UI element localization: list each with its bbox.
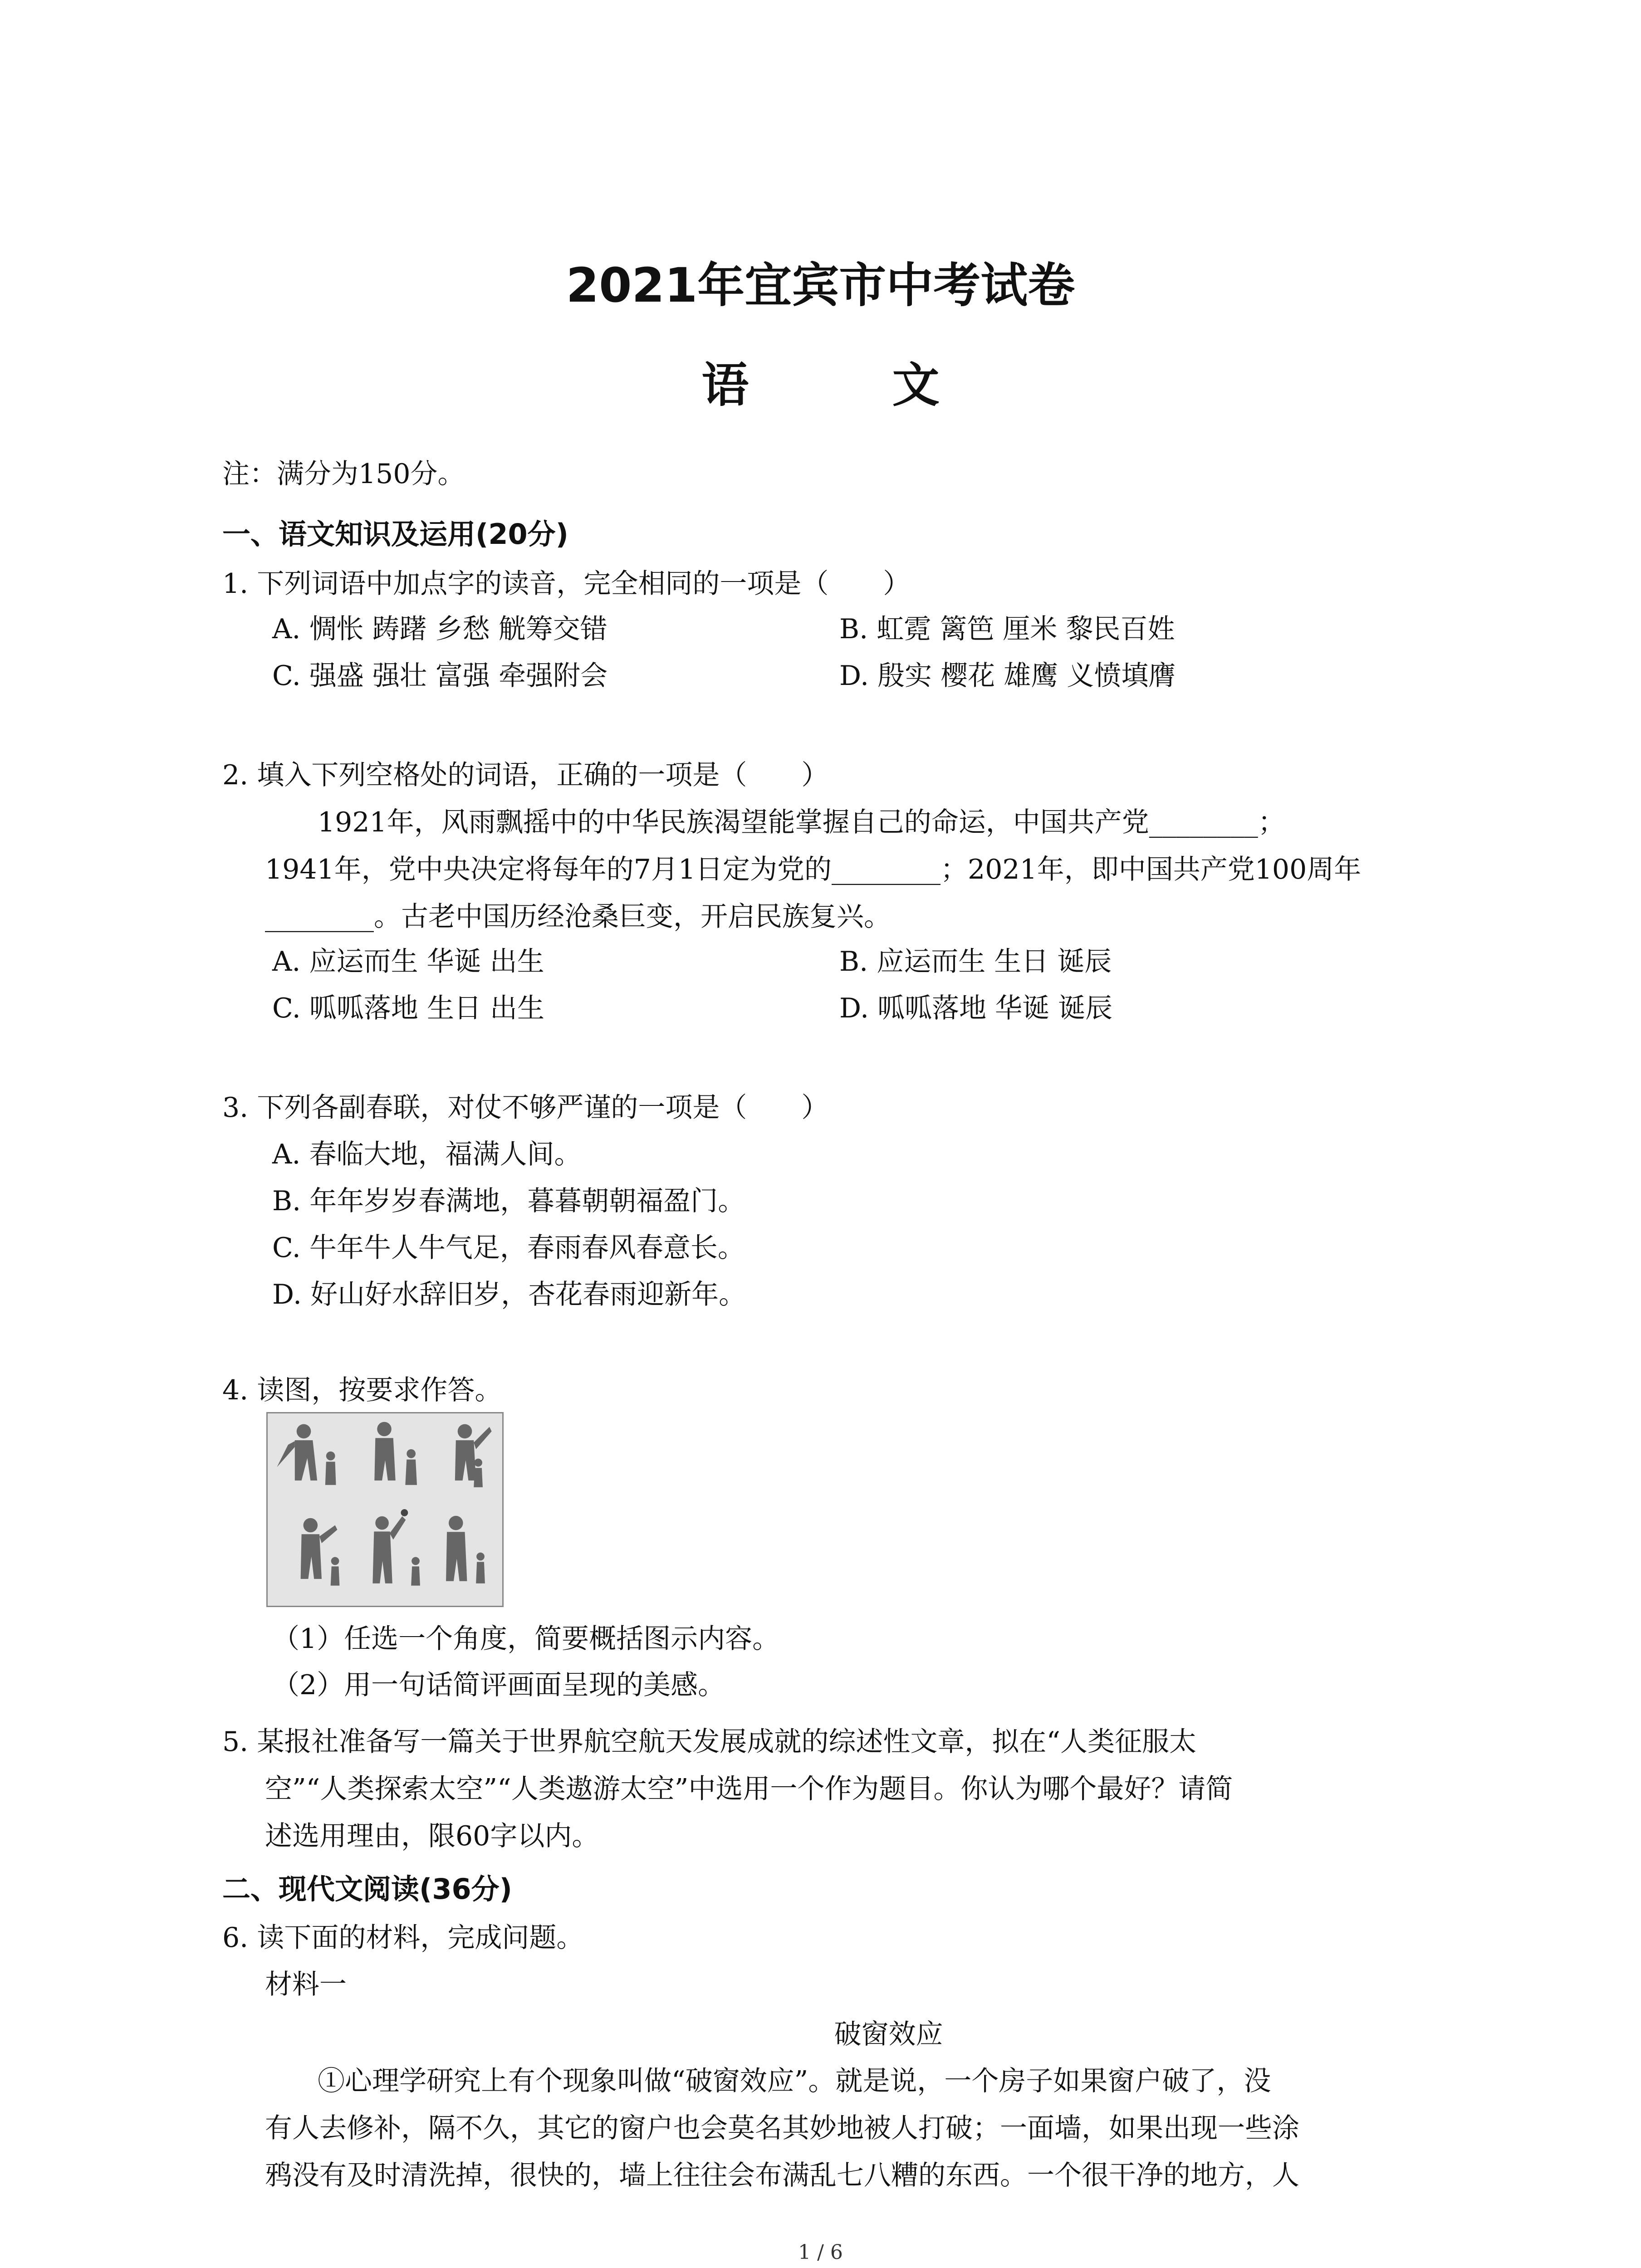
q6-stem: 6. 读下面的材料，完成问题。: [222, 1922, 584, 1954]
q3-option-c: C. 牛年牛人牛气足，春雨春风春意长。: [272, 1232, 745, 1264]
q4-item-2: （2）用一句话简评画面呈现的美感。: [272, 1669, 725, 1701]
q5-line-1: 5. 某报社准备写一篇关于世界航空航天发展成就的综述性文章，拟在“人类征服太: [222, 1726, 1196, 1758]
exam-title: 2021年宜宾市中考试卷: [566, 258, 1075, 313]
q5-line-3: 述选用理由，限60字以内。: [265, 1820, 599, 1852]
q1-option-a: A. 惆怅 踌躇 乡愁 觥筹交错: [272, 613, 607, 645]
article-line-1: ①心理学研究上有个现象叫做“破窗效应”。就是说，一个房子如果窗户破了，没: [318, 2065, 1271, 2097]
sports-silhouettes-figure: [266, 1412, 504, 1607]
subject-title: 语 文: [701, 357, 1003, 413]
q2-passage-line-2: 1941年，党中央决定将每年的7月1日定为党的________；2021年，即中国共产党100周年: [265, 854, 1362, 885]
q3-option-d: D. 好山好水辞旧岁，杏花春雨迎新年。: [272, 1279, 746, 1310]
q4-item-1: （1）任选一个角度，简要概括图示内容。: [272, 1623, 780, 1655]
section-1-title: 一、语文知识及运用(20分): [222, 518, 568, 551]
q1-option-c: C. 强盛 强壮 富强 牵强附会: [272, 660, 608, 692]
q4-stem: 4. 读图，按要求作答。: [222, 1374, 502, 1406]
q2-option-a: A. 应运而生 华诞 出生: [272, 946, 544, 978]
q3-option-a: A. 春临大地，福满人间。: [272, 1139, 582, 1170]
article-title: 破窗效应: [834, 2019, 943, 2050]
q2-passage-line-1: 1921年，风雨飘摇中的中华民族渴望能掌握自己的命运，中国共产党________；: [318, 807, 1285, 838]
q2-option-b: B. 应运而生 生日 诞辰: [839, 946, 1112, 978]
score-note: 注：满分为150分。: [222, 458, 465, 490]
q3-stem: 3. 下列各副春联，对仗不够严谨的一项是（ ）: [222, 1092, 829, 1124]
page-number: 1 / 6: [798, 2241, 843, 2264]
q2-option-c: C. 呱呱落地 生日 出生: [272, 992, 545, 1024]
q2-option-d: D. 呱呱落地 华诞 诞辰: [839, 992, 1113, 1024]
q2-passage-line-3: ________。古老中国历经沧桑巨变，开启民族复兴。: [265, 901, 891, 933]
article-line-2: 有人去修补，隔不久，其它的窗户也会莫名其妙地被人打破；一面墙，如果出现一些涂: [265, 2112, 1299, 2144]
article-line-3: 鸦没有及时清洗掉，很快的，墙上往往会布满乱七八糟的东西。一个很干净的地方，人: [265, 2160, 1299, 2191]
q1-stem: 1. 下列词语中加点字的读音，完全相同的一项是（ ）: [222, 568, 911, 600]
q1-option-d: D. 殷实 樱花 雄鹰 义愤填膺: [839, 660, 1176, 692]
section-2-title: 二、现代文阅读(36分): [222, 1872, 512, 1906]
material-label: 材料一: [265, 1969, 347, 2000]
sports-silhouettes-image: [268, 1413, 502, 1606]
q1-option-b: B. 虹霓 篱笆 厘米 黎民百姓: [839, 613, 1175, 645]
q2-stem: 2. 填入下列空格处的词语，正确的一项是（ ）: [222, 759, 829, 791]
q3-option-b: B. 年年岁岁春满地，暮暮朝朝福盈门。: [272, 1185, 745, 1217]
q5-line-2: 空”“人类探索太空”“人类遨游太空”中选用一个作为题目。你认为哪个最好？请简: [265, 1773, 1233, 1805]
